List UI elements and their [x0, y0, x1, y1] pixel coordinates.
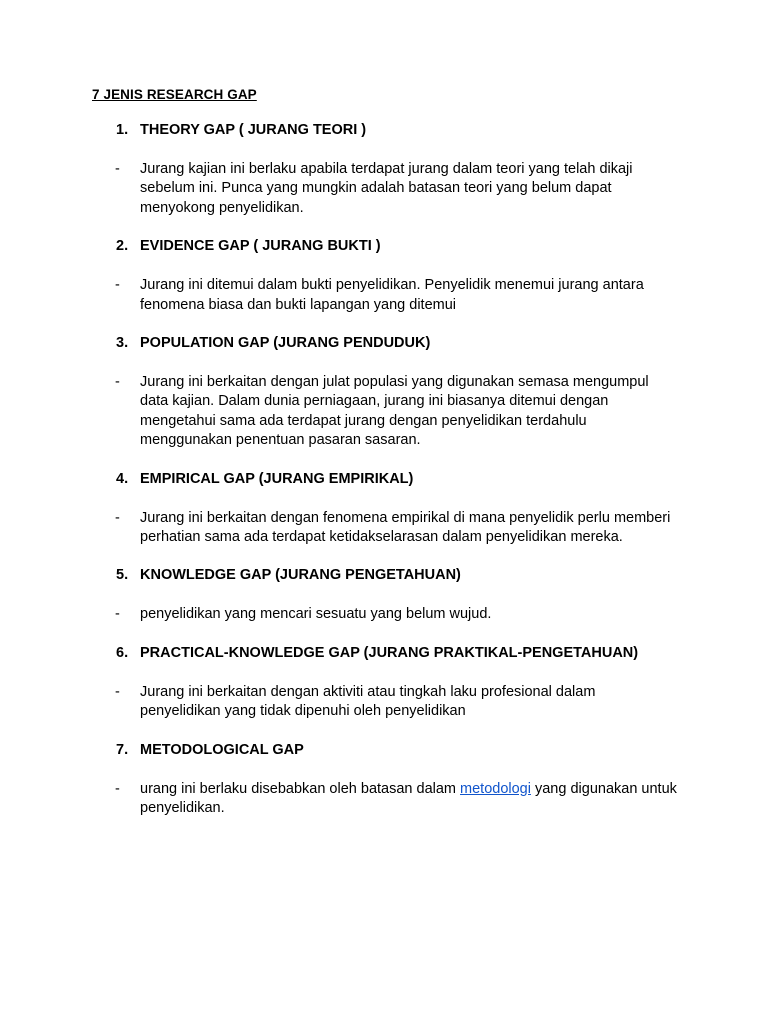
section-heading-text: EVIDENCE GAP ( JURANG BUKTI ) — [140, 238, 381, 255]
gap-list — [0, 120, 768, 819]
document-title: 7 JENIS RESEARCH GAP — [92, 87, 257, 102]
section-body-text: Jurang kajian ini berlaku apabila terdapat jurang dalam teori yang telah dikaji sebelum ini. Punca yang mungkin adalah batasan teori yang belum dapat menyokong penyelidikan. — [140, 161, 633, 216]
bullet-dash: - — [115, 780, 120, 797]
section-evidence-gap — [0, 236, 768, 315]
section-body-text: Jurang ini berkaitan dengan fenomena empirikal di mana penyelidik perlu memberi perhatian sama ada terdapat ketidakselarasan dalam penyelidikan mereka. — [140, 509, 671, 546]
body-text-after-link: yang digunakan untuk penyelidikan. — [140, 780, 677, 817]
section-number: 7. — [116, 741, 129, 758]
section-number: 3. — [116, 335, 129, 352]
section-body-text: Jurang ini berkaitan dengan julat populasi yang digunakan semasa mengumpul data kajian. Dalam dunia perniagaan, jurang ini biasanya ditemui dengan mengetahui sama ada terdapat jurang dengan penyelidikan terdahulu menggunakan penentuan pasaran sasaran. — [140, 374, 649, 449]
section-theory-gap — [0, 120, 768, 218]
section-number: 6. — [116, 644, 129, 661]
section-heading-text: PRACTICAL-KNOWLEDGE GAP (JURANG PRAKTIKAL-PENGETAHUAN) — [140, 644, 639, 661]
section-number: 4. — [116, 470, 129, 487]
section-body-text: Jurang ini berkaitan dengan aktiviti atau tingkah laku profesional dalam penyelidikan yang tidak dipenuhi oleh penyelidikan — [140, 683, 596, 720]
bullet-dash: - — [115, 161, 120, 177]
section-heading — [0, 236, 768, 260]
section-heading — [0, 120, 768, 144]
bullet-dash: - — [115, 374, 120, 391]
section-practical-knowledge-gap — [0, 643, 768, 722]
section-heading — [0, 643, 768, 667]
section-heading-text: KNOWLEDGE GAP (JURANG PENGETAHUAN) — [140, 567, 461, 584]
section-bullet-item — [0, 605, 768, 624]
section-bullet-item — [0, 276, 768, 315]
section-heading-text: THEORY GAP ( JURANG TEORI ) — [140, 122, 367, 138]
section-bullet-item — [0, 780, 768, 819]
section-heading-text: EMPIRICAL GAP (JURANG EMPIRIKAL) — [140, 470, 414, 487]
section-bullet-item — [0, 160, 768, 218]
section-heading-text: METODOLOGICAL GAP — [140, 741, 304, 758]
section-bullet-item — [0, 683, 768, 722]
section-number: 5. — [116, 567, 129, 584]
section-knowledge-gap — [0, 565, 768, 624]
section-heading — [0, 565, 768, 589]
section-number: 2. — [116, 238, 129, 255]
section-empirical-gap — [0, 469, 768, 548]
section-heading-text: POPULATION GAP (JURANG PENDUDUK) — [140, 335, 431, 352]
section-body-text: penyelidikan yang mencari sesuatu yang belum wujud. — [140, 606, 492, 623]
section-number: 1. — [116, 122, 129, 138]
bullet-dash: - — [115, 683, 120, 700]
section-body-text — [140, 780, 680, 819]
bullet-dash: - — [115, 277, 120, 294]
body-text-before-link: urang ini berlaku disebabkan oleh batasan dalam — [140, 780, 461, 797]
bullet-dash: - — [115, 606, 120, 623]
section-bullet-item — [0, 373, 768, 451]
section-body-text: Jurang ini ditemui dalam bukti penyelidikan. Penyelidik menemui jurang antara fenomena biasa dan bukti lapangan yang ditemui — [140, 277, 644, 313]
metodologi-link[interactable]: metodologi — [460, 780, 531, 797]
section-bullet-item — [0, 509, 768, 548]
section-heading — [0, 333, 768, 357]
section-heading — [0, 740, 768, 764]
bullet-dash: - — [115, 509, 120, 526]
section-population-gap — [0, 333, 768, 451]
section-heading — [0, 469, 768, 493]
section-methodological-gap — [0, 740, 768, 819]
